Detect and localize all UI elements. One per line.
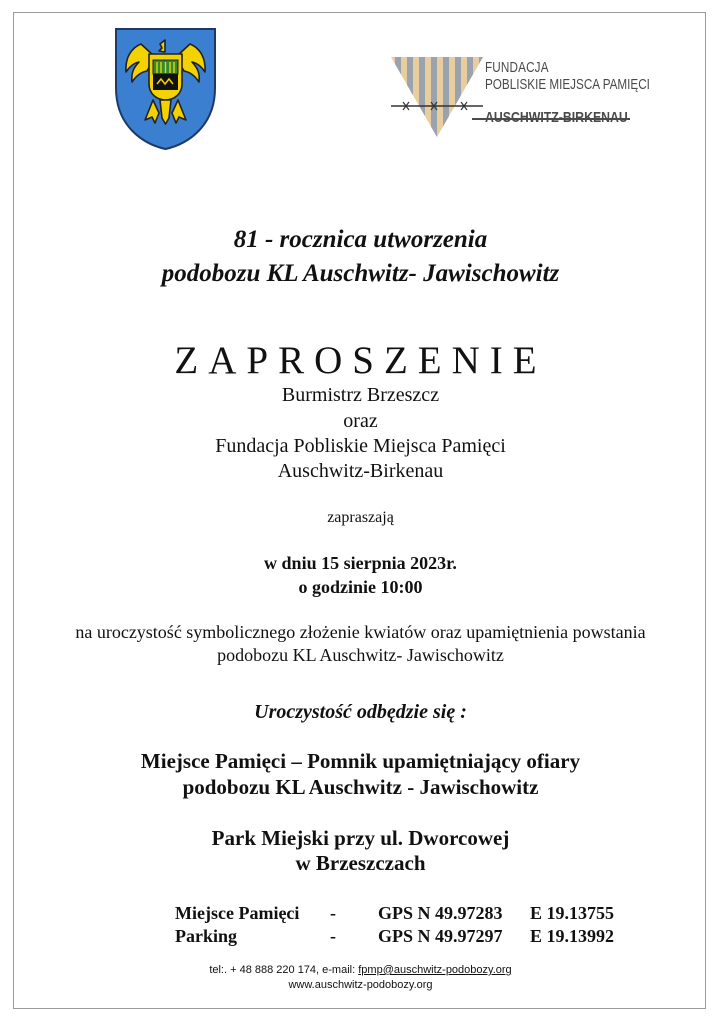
anniversary-heading-line-1: 81 - rocznica utworzenia bbox=[233, 226, 488, 253]
gps-longitude: E 19.13755 bbox=[530, 903, 615, 923]
host-foundation-2: Auschwitz-Birkenau bbox=[277, 460, 444, 482]
gps-dash: - bbox=[330, 926, 336, 946]
host-foundation: Fundacja Pobliskie Miejsca Pamięci bbox=[215, 435, 506, 457]
venue-place-1: Miejsce Pamięci – Pomnik upamiętniający ofiary bbox=[140, 749, 581, 773]
logo-line-3: AUSCHWITZ-BIRKENAU bbox=[485, 109, 628, 126]
footer-phone: tel:. + 48 888 220 174, e-mail: bbox=[209, 964, 356, 976]
purpose-line-1: na uroczystość symbolicznego złożenie kwiatów oraz upamiętnienia powstania bbox=[75, 622, 646, 642]
gps-longitude: E 19.13992 bbox=[530, 926, 615, 946]
purpose-line-2: podobozu KL Auschwitz- Jawischowitz bbox=[217, 645, 504, 665]
brzeszcze-coat-of-arms bbox=[113, 26, 218, 151]
footer-website[interactable]: www.auschwitz-podobozy.org bbox=[288, 979, 433, 991]
gps-latitude: GPS N 49.97297 bbox=[378, 926, 503, 946]
invite-verb: zapraszają bbox=[327, 509, 394, 526]
venue-place-2: podobozu KL Auschwitz - Jawischowitz bbox=[182, 775, 539, 799]
venue-park-1: Park Miejski przy ul. Dworcowej bbox=[211, 826, 510, 850]
gps-label: Miejsce Pamięci bbox=[175, 903, 300, 923]
event-time: o godzinie 10:00 bbox=[298, 577, 423, 597]
anniversary-heading-line-2: podobozu KL Auschwitz- Jawischowitz bbox=[161, 260, 560, 287]
invitation-title: ZAPROSZENIE bbox=[174, 339, 547, 382]
venue-park-2: w Brzeszczach bbox=[295, 851, 426, 875]
host-conjunction: oraz bbox=[343, 410, 378, 432]
footer-contact bbox=[0, 964, 721, 976]
foundation-logo-text bbox=[485, 60, 696, 125]
logo-line-1: FUNDACJA bbox=[485, 59, 549, 76]
venue-intro: Uroczystość odbędzie się : bbox=[254, 701, 467, 723]
gps-latitude: GPS N 49.97283 bbox=[378, 903, 503, 923]
foundation-logo-triangle bbox=[391, 57, 483, 137]
logo-line-2: POBLISKIE MIEJSCA PAMIĘCI bbox=[485, 76, 650, 93]
gps-dash: - bbox=[330, 903, 336, 923]
footer-email-link[interactable]: fpmp@auschwitz-podobozy.org bbox=[358, 964, 512, 976]
gps-label: Parking bbox=[175, 926, 238, 946]
host-mayor: Burmistrz Brzeszcz bbox=[281, 384, 440, 406]
event-date: w dniu 15 sierpnia 2023r. bbox=[264, 553, 457, 573]
